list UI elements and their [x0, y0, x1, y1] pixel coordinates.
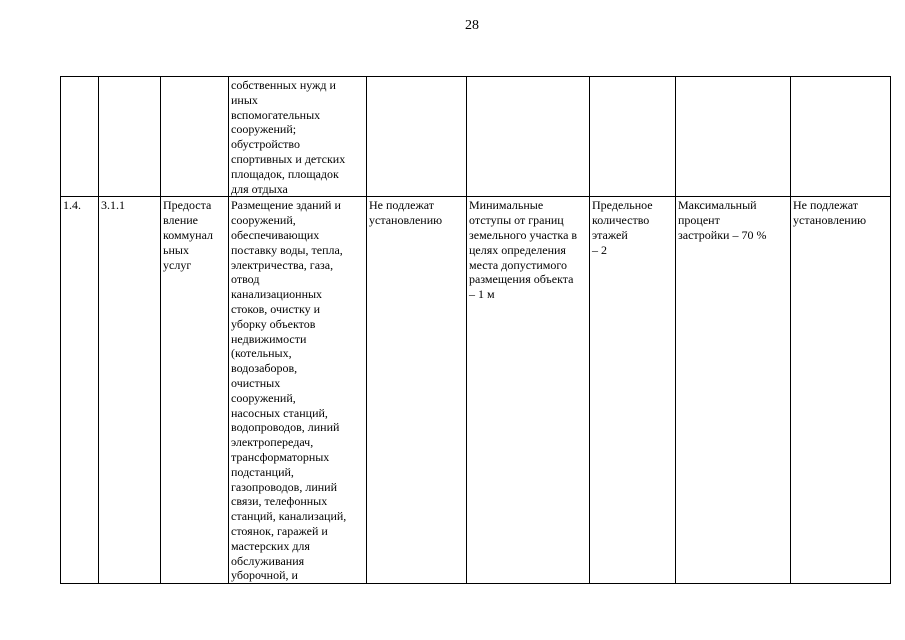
table-row: [61, 197, 891, 584]
cell-description: собственных нужд и иных вспомогательных сооружений; обустройство спортивных и детских площадок, площадок для отдыха: [229, 77, 367, 197]
cell-other: Не подлежат установлению: [791, 197, 891, 584]
regulations-table: [60, 76, 891, 584]
cell-setbacks: Минимальные отступы от границ земельного участка в целях определения места допустимого размещения объекта – 1 м: [467, 197, 590, 584]
cell-code: 3.1.1: [99, 197, 161, 584]
table-row: [61, 77, 891, 197]
cell-number: [61, 77, 99, 197]
cell-floors: Предельное количество этажей – 2: [590, 197, 676, 584]
cell-floors: [590, 77, 676, 197]
page-number: 28: [465, 18, 479, 33]
cell-other: [791, 77, 891, 197]
cell-use-type: [161, 77, 229, 197]
cell-area-limits: Не подлежат установлению: [367, 197, 467, 584]
cell-coverage: Максимальный процент застройки – 70 %: [676, 197, 791, 584]
cell-coverage: [676, 77, 791, 197]
cell-use-type: Предоста вление коммунал ьных услуг: [161, 197, 229, 584]
cell-area-limits: [367, 77, 467, 197]
cell-code: [99, 77, 161, 197]
cell-description: Размещение зданий и сооружений, обеспечивающих поставку воды, тепла, электричества, газа, отвод канализационных стоков, очистку и уборку объектов недвижимости (котельных, водозаборов, очистных сооружений, насосных станций, водопроводов, линий электропередач, трансформаторных подстанций, газопроводов, линий связи, телефонных станций, канализаций, стоянок, гаражей и мастерских для обслуживания уборочной, и: [229, 197, 367, 584]
cell-setbacks: [467, 77, 590, 197]
cell-number: 1.4.: [61, 197, 99, 584]
